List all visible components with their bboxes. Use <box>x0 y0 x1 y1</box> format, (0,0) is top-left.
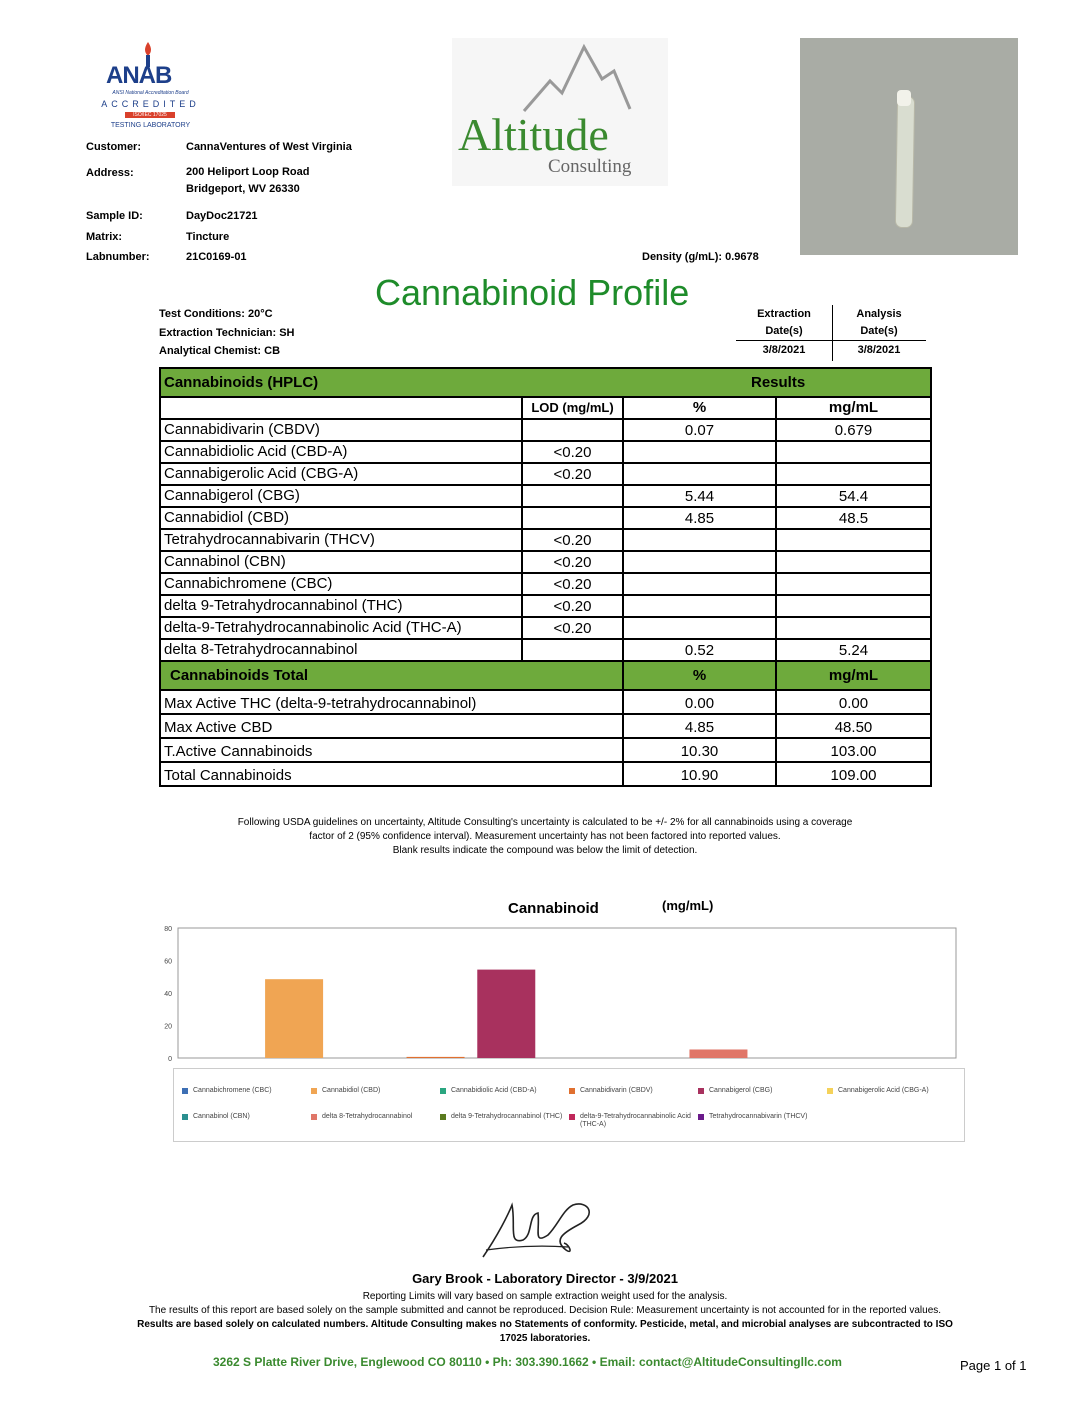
address-line2: Bridgeport, WV 26330 <box>186 183 300 195</box>
address-line1: 200 Heliport Loop Road <box>186 166 310 178</box>
table-header-blank <box>522 368 623 397</box>
altitude-logo <box>452 38 668 186</box>
mg-value <box>776 551 931 573</box>
column-header-pct: % <box>623 397 776 419</box>
cannabinoid-chart <box>150 918 970 1068</box>
test-conditions: Test Conditions: 20°C <box>159 308 273 320</box>
sample-photo <box>800 38 1018 255</box>
table-row <box>160 441 931 463</box>
uncertainty-notes <box>120 816 970 858</box>
chart-bar <box>265 979 323 1058</box>
legend-item <box>182 1087 306 1095</box>
table-header-results: Results <box>751 373 806 391</box>
anab-line1: ANSI National Accreditation Board <box>112 90 189 96</box>
page-title: Cannabinoid Profile <box>375 272 690 313</box>
lod-value: <0.20 <box>522 573 623 595</box>
mg-value: 48.5 <box>776 507 931 529</box>
table-header-row <box>160 368 931 397</box>
mg-value <box>776 529 931 551</box>
mg-value <box>776 595 931 617</box>
sample-label: Sample ID: <box>86 210 143 222</box>
column-header-mg: mg/mL <box>776 397 931 419</box>
pct-value <box>623 463 776 485</box>
note-line2: factor of 2 (95% confidence interval). Measurement uncertainty has not been factored into reported values. <box>309 831 781 842</box>
pct-value: 0.52 <box>623 639 776 661</box>
lod-value: <0.20 <box>522 529 623 551</box>
table-header-results-cell <box>623 368 931 397</box>
sig-line2: The results of this report are based solely on the sample submitted and cannot be reproduced. Decision Rule: Measurement uncertainty is not accounted for in the reported values. <box>148 1305 942 1316</box>
cannabinoid-name: Cannabigerol (CBG) <box>160 485 522 507</box>
legend-item <box>569 1087 693 1095</box>
mg-value <box>776 463 931 485</box>
legend-item <box>698 1113 822 1121</box>
totals-row <box>160 762 931 786</box>
mg-value <box>776 573 931 595</box>
mg-value: 0.679 <box>776 419 931 441</box>
analysis-date-value: 3/8/2021 <box>857 344 901 356</box>
anab-line2: ACCREDITED <box>101 99 200 109</box>
table-row <box>160 507 931 529</box>
total-name: Max Active CBD <box>160 714 623 738</box>
customer-value: CannaVentures of West Virginia <box>186 141 352 153</box>
table-row <box>160 573 931 595</box>
legend-swatch <box>698 1088 704 1094</box>
legend-swatch <box>698 1114 704 1120</box>
column-header-blank <box>160 397 522 419</box>
mountain-icon <box>522 43 632 113</box>
pct-value <box>623 595 776 617</box>
sample-value: DayDoc21721 <box>186 210 258 222</box>
cannabinoid-name: Cannabidiolic Acid (CBD-A) <box>160 441 522 463</box>
totals-header-row <box>160 661 931 690</box>
cannabinoid-name: Cannabidivarin (CBDV) <box>160 419 522 441</box>
lod-value <box>522 507 623 529</box>
sig-line1: Reporting Limits will vary based on sample extraction weight used for the analysis. <box>362 1291 728 1302</box>
lab-label: Labnumber: <box>86 251 150 263</box>
mg-value: 54.4 <box>776 485 931 507</box>
sig-line4: 17025 laboratories. <box>499 1333 591 1344</box>
legend-label: Tetrahydrocannabivarin (THCV) <box>709 1113 808 1120</box>
chart-bar <box>407 1057 465 1058</box>
pct-value <box>623 573 776 595</box>
cannabinoid-name: Cannabinol (CBN) <box>160 551 522 573</box>
legend-label: Cannabidivarin (CBDV) <box>580 1087 653 1094</box>
legend-item <box>311 1087 435 1095</box>
anab-line3: ISO/IEC 17025 <box>125 112 175 118</box>
totals-row <box>160 690 931 714</box>
table-row <box>160 463 931 485</box>
extraction-technician: Extraction Technician: SH <box>159 327 295 339</box>
matrix-value: Tincture <box>186 231 230 243</box>
dates-rule <box>736 340 926 341</box>
altitude-name: Altitude <box>458 109 609 160</box>
mg-value <box>776 617 931 639</box>
page-number: Page 1 of 1 <box>960 1358 1027 1373</box>
anab-line4: TESTING LABORATORY <box>110 122 191 129</box>
legend-label: delta 8-Tetrahydrocannabinol <box>322 1113 413 1120</box>
cannabinoid-name: delta 9-Tetrahydrocannabinol (THC) <box>160 595 522 617</box>
extraction-date-label1: Extraction <box>757 308 811 320</box>
total-mg: 109.00 <box>776 762 931 786</box>
chart-units: (mg/mL) <box>662 898 714 913</box>
total-name: Max Active THC (delta-9-tetrahydrocannabinol) <box>160 690 623 714</box>
total-pct: 10.90 <box>623 762 776 786</box>
extraction-date-value: 3/8/2021 <box>762 344 806 356</box>
director-signature <box>478 1195 608 1265</box>
legend-item <box>827 1087 951 1095</box>
analysis-date-label2: Date(s) <box>860 325 898 337</box>
totals-row <box>160 714 931 738</box>
cannabinoid-name: Cannabigerolic Acid (CBG-A) <box>160 463 522 485</box>
legend-item <box>569 1113 693 1129</box>
note-line1: Following USDA guidelines on uncertainty, Altitude Consulting's uncertainty is calculated to be +/- 2% for all cannabinoids using a coverage <box>237 817 853 828</box>
density: Density (g/mL): 0.9678 <box>642 251 759 263</box>
vial-cap <box>897 90 911 106</box>
legend-label: Cannabichromene (CBC) <box>193 1087 272 1094</box>
cannabinoid-name: Cannabichromene (CBC) <box>160 573 522 595</box>
cannabinoid-table <box>159 367 932 787</box>
mg-value: 5.24 <box>776 639 931 661</box>
legend-label: delta 9-Tetrahydrocannabinol (THC) <box>451 1113 563 1120</box>
legend-label: Cannabigerol (CBG) <box>709 1087 773 1094</box>
y-tick-label: 80 <box>164 926 172 933</box>
legend-label: Cannabidiol (CBD) <box>322 1087 381 1094</box>
table-row <box>160 639 931 661</box>
altitude-sub: Consulting <box>548 156 632 177</box>
cannabinoid-name: delta-9-Tetrahydrocannabinolic Acid (THC-A) <box>160 617 522 639</box>
legend-swatch <box>311 1114 317 1120</box>
table-row <box>160 485 931 507</box>
matrix-label: Matrix: <box>86 231 123 243</box>
extraction-date-header <box>736 306 832 340</box>
signature-name: Gary Brook - Laboratory Director - 3/9/2021 <box>412 1271 678 1286</box>
chart-bar <box>689 1049 747 1058</box>
extraction-date-label2: Date(s) <box>765 325 803 337</box>
lod-value: <0.20 <box>522 617 623 639</box>
sig-line3: Results are based solely on calculated numbers. Altitude Consulting makes no Statements of conformity. Pesticide, metal, and microbial analyses are subcontracted to ISO <box>137 1319 953 1330</box>
address-label: Address: <box>86 167 134 179</box>
y-tick-label: 20 <box>164 1023 172 1031</box>
y-tick-label: 0 <box>168 1056 172 1063</box>
lab-value: 21C0169-01 <box>186 251 247 263</box>
lod-value: <0.20 <box>522 551 623 573</box>
legend-label: Cannabidiolic Acid (CBD-A) <box>451 1087 537 1094</box>
analytical-chemist: Analytical Chemist: CB <box>159 345 281 357</box>
legend-label: delta-9-Tetrahydrocannabinolic Acid (THC-A) <box>580 1113 691 1128</box>
cannabinoid-name: Cannabidiol (CBD) <box>160 507 522 529</box>
lod-value: <0.20 <box>522 441 623 463</box>
legend-swatch <box>569 1088 575 1094</box>
table-row <box>160 529 931 551</box>
table-header-title: Cannabinoids (HPLC) <box>160 368 522 397</box>
y-tick-label: 40 <box>164 991 172 998</box>
anab-name: ANAB <box>106 62 172 89</box>
total-mg: 48.50 <box>776 714 931 738</box>
legend-label: Cannabigerolic Acid (CBG-A) <box>838 1087 929 1094</box>
lod-value: <0.20 <box>522 595 623 617</box>
total-pct: 4.85 <box>623 714 776 738</box>
signature-notes <box>80 1290 1010 1346</box>
footer-contact: 3262 S Platte River Drive, Englewood CO 80110 • Ph: 303.390.1662 • Email: contact@AltitudeConsultingllc.com <box>213 1355 842 1369</box>
lod-value <box>522 419 623 441</box>
table-row <box>160 617 931 639</box>
totals-header-title <box>160 661 623 690</box>
totals-row <box>160 738 931 762</box>
legend-item <box>698 1087 822 1095</box>
cannabinoid-name: Tetrahydrocannabivarin (THCV) <box>160 529 522 551</box>
pct-value <box>623 617 776 639</box>
legend-item <box>440 1113 564 1121</box>
total-name: T.Active Cannabinoids <box>160 738 623 762</box>
table-row <box>160 551 931 573</box>
anab-logo <box>88 40 213 135</box>
pct-value: 5.44 <box>623 485 776 507</box>
legend-swatch <box>311 1088 317 1094</box>
chart-bar <box>477 970 535 1058</box>
chart-title: Cannabinoid <box>508 900 599 917</box>
legend-swatch <box>182 1114 188 1120</box>
sample-vial <box>895 96 915 228</box>
cannabinoid-name: delta 8-Tetrahydrocannabinol <box>160 639 522 661</box>
legend-swatch <box>569 1114 575 1120</box>
analysis-date-header <box>833 306 925 340</box>
legend-swatch <box>440 1088 446 1094</box>
table-row <box>160 419 931 441</box>
analysis-date-label1: Analysis <box>856 308 902 320</box>
y-tick-label: 60 <box>164 958 172 966</box>
legend-label: Cannabinol (CBN) <box>193 1113 250 1120</box>
chart-legend <box>173 1068 965 1142</box>
pct-value <box>623 529 776 551</box>
totals-rows <box>160 690 931 786</box>
legend-swatch <box>440 1114 446 1120</box>
table-row <box>160 595 931 617</box>
totals-header-mg: mg/mL <box>776 661 931 690</box>
total-mg: 103.00 <box>776 738 931 762</box>
note-line3: Blank results indicate the compound was below the limit of detection. <box>392 845 698 856</box>
lod-value <box>522 639 623 661</box>
pct-value <box>623 441 776 463</box>
cannabinoid-rows <box>160 419 931 661</box>
total-mg: 0.00 <box>776 690 931 714</box>
mg-value <box>776 441 931 463</box>
legend-swatch <box>827 1088 833 1094</box>
column-header-row <box>160 397 931 419</box>
totals-header-label: Cannabinoids Total <box>170 666 309 684</box>
legend-item <box>311 1113 435 1121</box>
lod-value <box>522 485 623 507</box>
legend-item <box>440 1087 564 1095</box>
customer-label: Customer: <box>86 141 142 153</box>
total-pct: 0.00 <box>623 690 776 714</box>
pct-value: 4.85 <box>623 507 776 529</box>
pct-value <box>623 551 776 573</box>
pct-value: 0.07 <box>623 419 776 441</box>
legend-swatch <box>182 1088 188 1094</box>
total-pct: 10.30 <box>623 738 776 762</box>
column-header-lod: LOD (mg/mL) <box>522 397 623 419</box>
totals-header-pct: % <box>623 661 776 690</box>
legend-item <box>182 1113 306 1121</box>
total-name: Total Cannabinoids <box>160 762 623 786</box>
lod-value: <0.20 <box>522 463 623 485</box>
